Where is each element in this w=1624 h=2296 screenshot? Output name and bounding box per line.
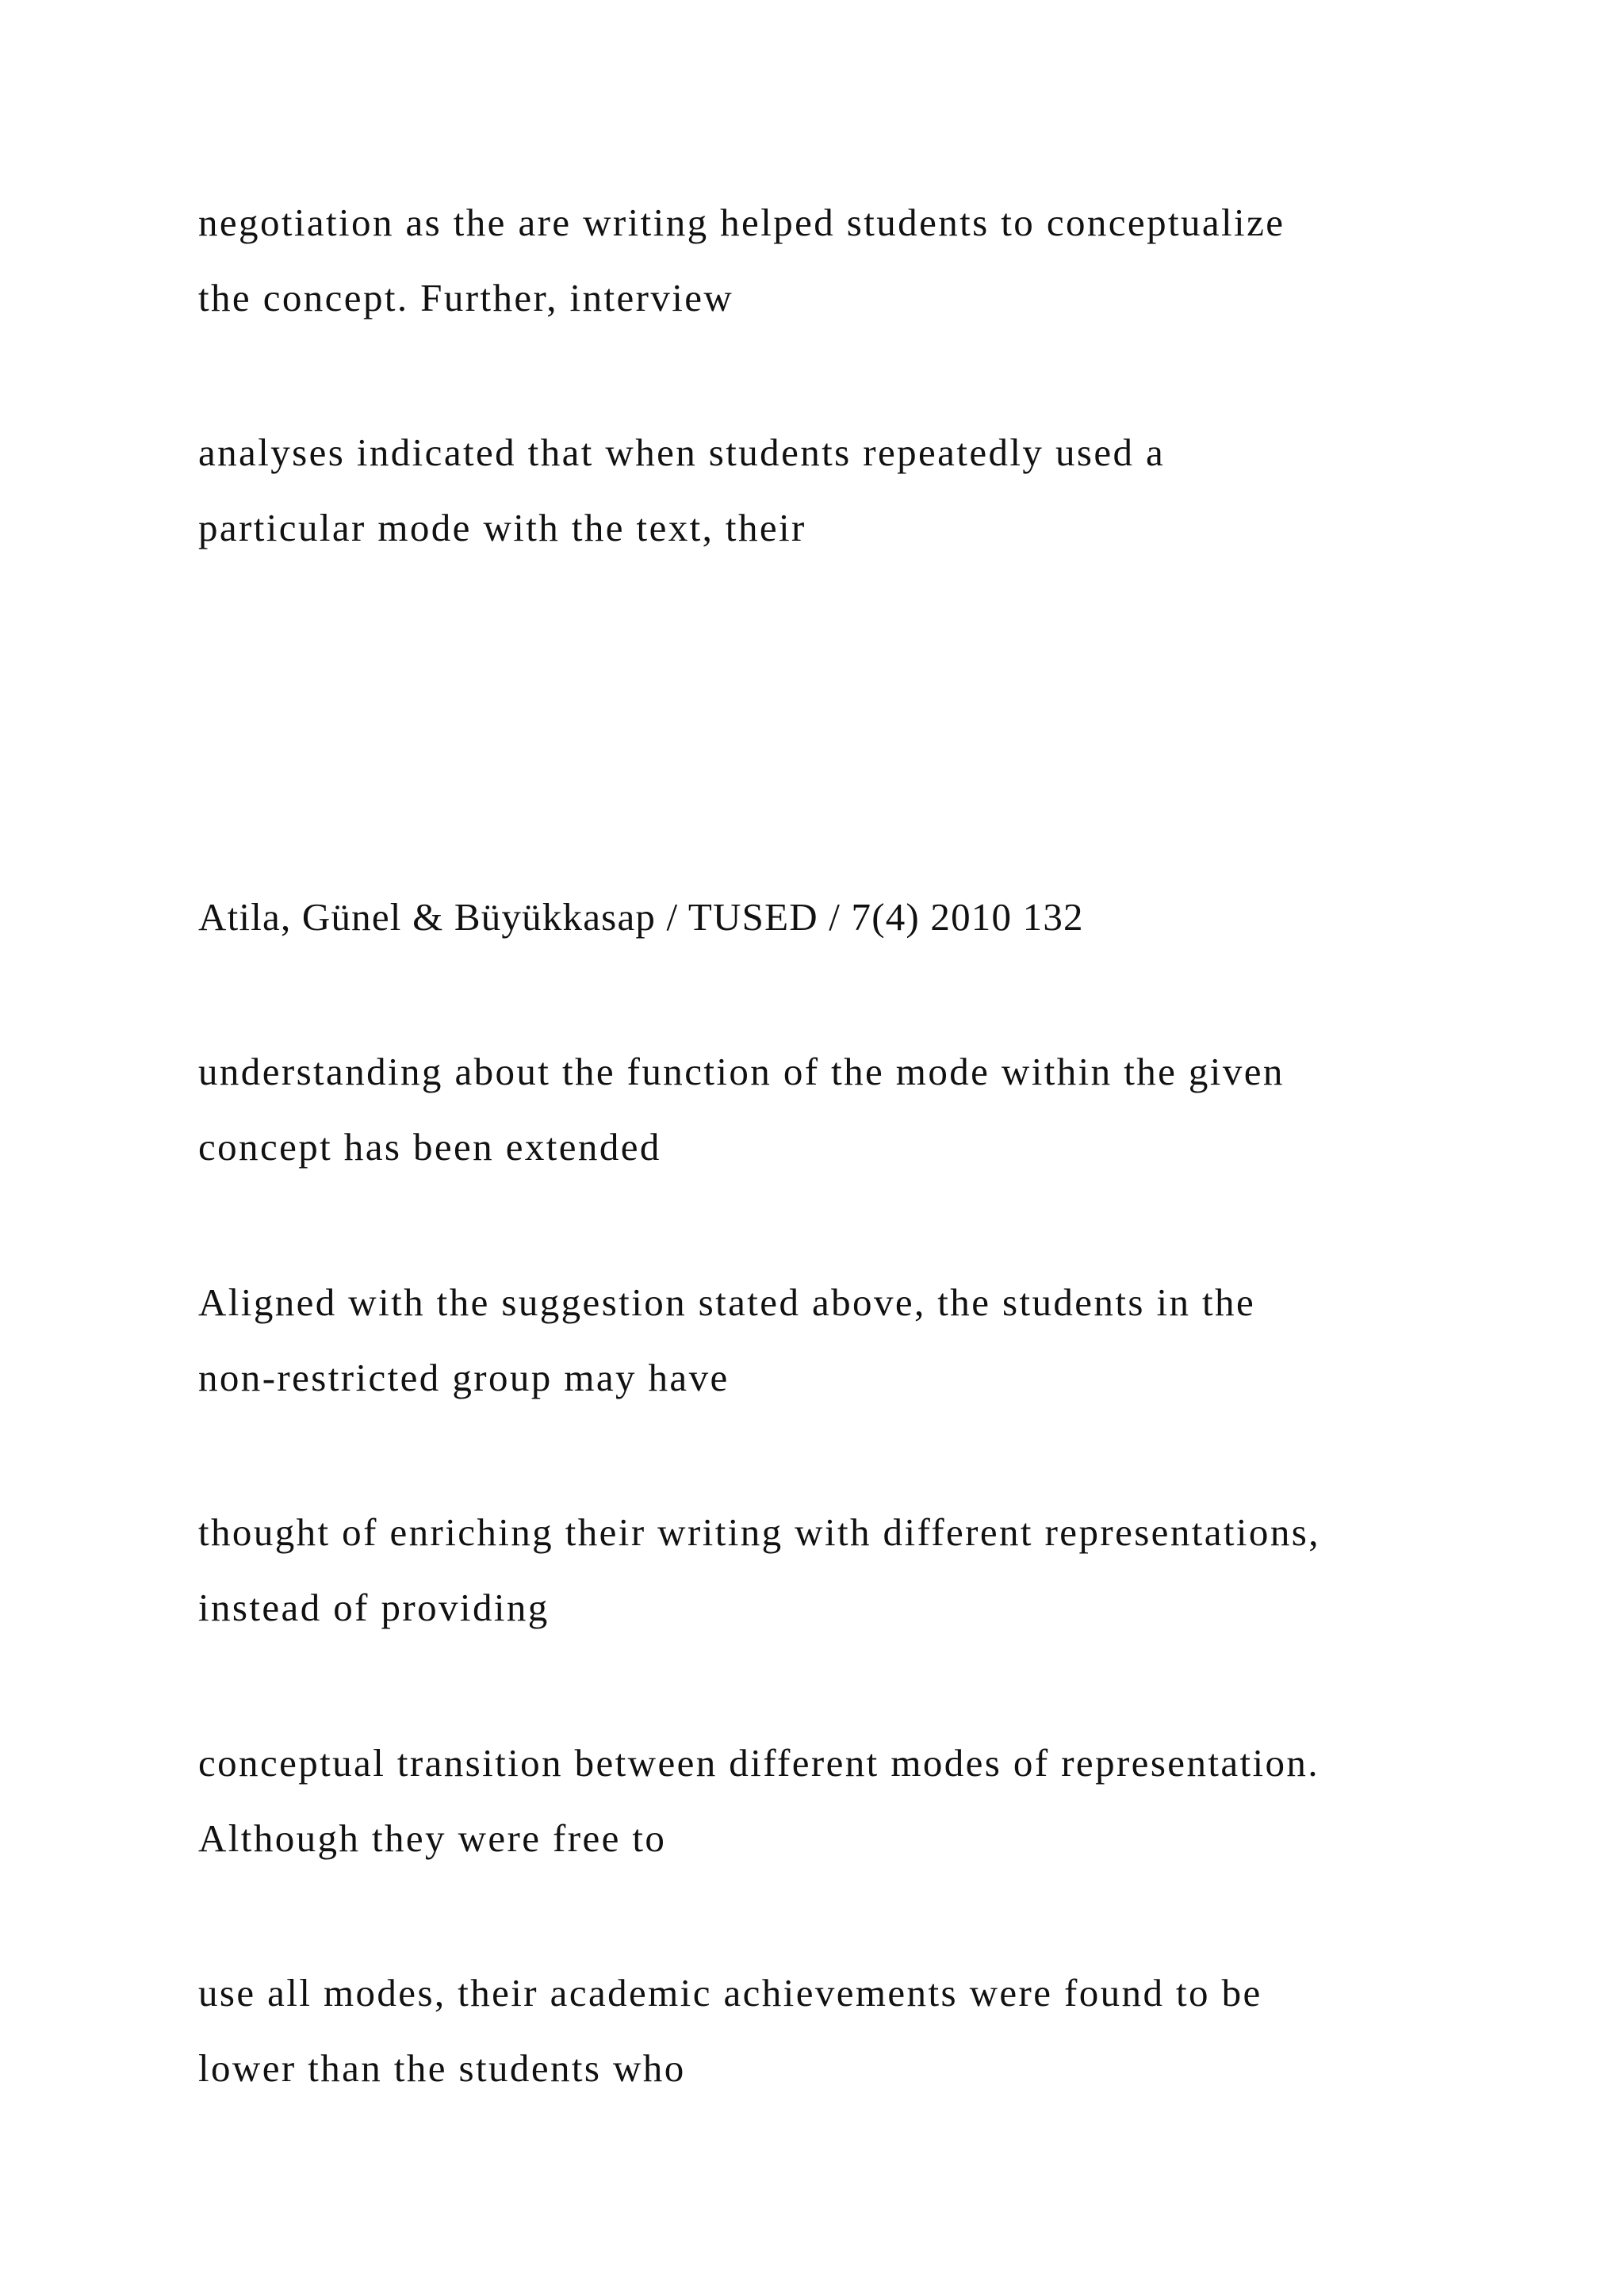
paragraph-line: negotiation as the are writing helped students to conceptualize xyxy=(198,201,1285,244)
paragraph-line: Aligned with the suggestion stated above, the students in the xyxy=(198,1280,1256,1324)
paragraph-line: lower than the students who xyxy=(198,2046,686,2090)
paragraph-line: instead of providing xyxy=(198,1586,550,1629)
paragraph-line: non-restricted group may have xyxy=(198,1356,730,1399)
paragraph-line: concept has been extended xyxy=(198,1125,661,1169)
paragraph-line: conceptual transition between different modes of representation. xyxy=(198,1741,1320,1785)
paragraph-line: Although they were free to xyxy=(198,1816,667,1860)
paragraph-line: analyses indicated that when students repeatedly used a xyxy=(198,430,1166,474)
paragraph-line: use all modes, their academic achievements were found to be xyxy=(198,1971,1262,2015)
running-header: Atila, Günel & Büyükkasap / TUSED / 7(4) 2010 132 xyxy=(198,895,1084,939)
paragraph-line: understanding about the function of the mode within the given xyxy=(198,1050,1285,1093)
paragraph-line: thought of enriching their writing with different representations, xyxy=(198,1510,1320,1554)
paragraph-line: the concept. Further, interview xyxy=(198,276,734,320)
paragraph-line: particular mode with the text, their xyxy=(198,506,806,549)
